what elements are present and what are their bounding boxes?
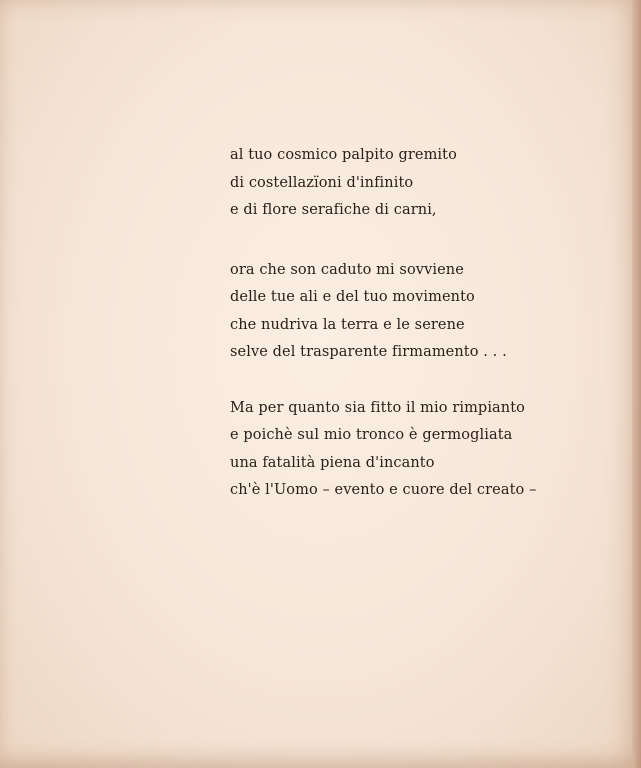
poem-line: selve del trasparente firmamento . . . — [230, 344, 507, 360]
poem-line: delle tue ali e del tuo movimento — [230, 289, 475, 305]
stanza-2 — [230, 257, 530, 367]
poem-line: e poichè sul mio tronco è germogliata — [230, 427, 513, 443]
poem-line: e di flore serafiche di carni, — [230, 202, 437, 218]
poem-text — [230, 142, 537, 505]
stanza-spacer — [230, 225, 530, 257]
poem-line: Ma per quanto sia fitto il mio rimpianto — [230, 399, 525, 416]
poem-line: una fatalità piena d'incanto — [230, 454, 435, 471]
poem-line: ch'è l'Uomo – evento e cuore del creato – — [230, 482, 537, 498]
page-edge-shadow — [632, 0, 641, 768]
stanza-spacer — [230, 367, 530, 395]
poem-line: ora che son caduto mi sovviene — [230, 261, 464, 278]
poem-line: che nudriva la terra e le serene — [230, 316, 465, 333]
stanza-3 — [230, 395, 537, 505]
poem-line: al tuo cosmico palpito gremito — [230, 147, 457, 163]
stanza-1 — [230, 142, 530, 225]
poem-line: di costellazïoni d'infinito — [230, 174, 414, 191]
